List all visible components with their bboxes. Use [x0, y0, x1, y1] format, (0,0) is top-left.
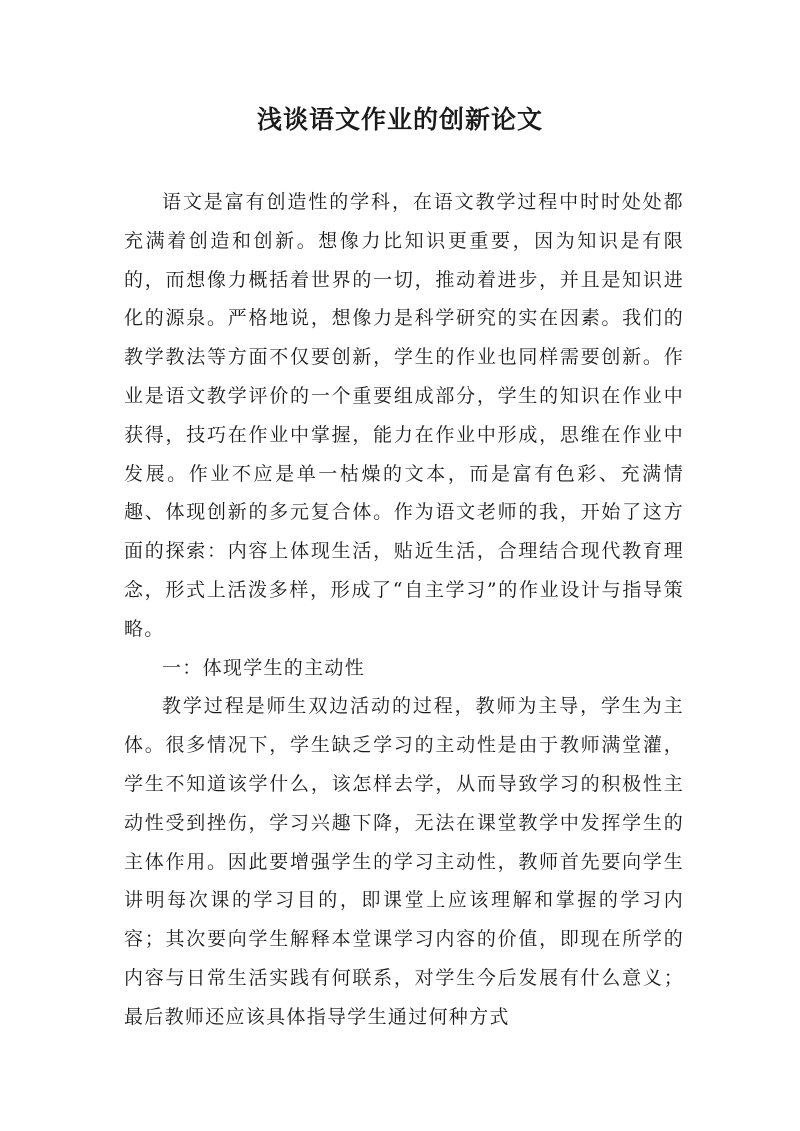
paragraph-initiative: 教学过程是师生双边活动的过程，教师为主导，学生为主体。很多情况下，学生缺乏学习的主动性是由于教师满堂灌，学生不知道该学什么，该怎样去学，从而导致学习的积极性主动性受到挫伤，学习兴趣下降，无法在课堂教学中发挥学生的主体作用。因此要增强学生的学习主动性，教师首先要向学生讲明每次课的学习目的，即课堂上应该理解和掌握的学习内容；其次要向学生解释本堂课学习内容的价值，即现在所学的内容与日常生活实践有何联系，对学生今后发展有什么意义；最后教师还应该具体指导学生通过何种方式 — [124, 695, 684, 1028]
paragraph-intro: 语文是富有创造性的学科，在语文教学过程中时时处处都充满着创造和创新。想像力比知识更重要，因为知识是有限的，而想像力概括着世界的一切，推动着进步，并且是知识进化的源泉。严格地说，想像力是科学研究的实在因素。我们的教学教法等方面不仅要创新，学生的作业也同样需要创新。作业是语文教学评价的一个重要组成部分，学生的知识在作业中获得，技巧在作业中掌握，能力在作业中形成，思维在作业中发展。作业不应是单一枯燥的文本，而是富有色彩、充满情趣、体现创新的多元复合体。作为语文老师的我，开始了这方面的探索：内容上体现生活，贴近生活，合理结合现代教育理念，形式上活泼多样，形成了“自主学习”的作业设计与指导策略。 — [124, 191, 684, 640]
document-body — [124, 183, 684, 1037]
document-title: 浅谈语文作业的创新论文 — [256, 105, 543, 134]
section-heading: 一：体现学生的主动性 — [162, 656, 366, 679]
